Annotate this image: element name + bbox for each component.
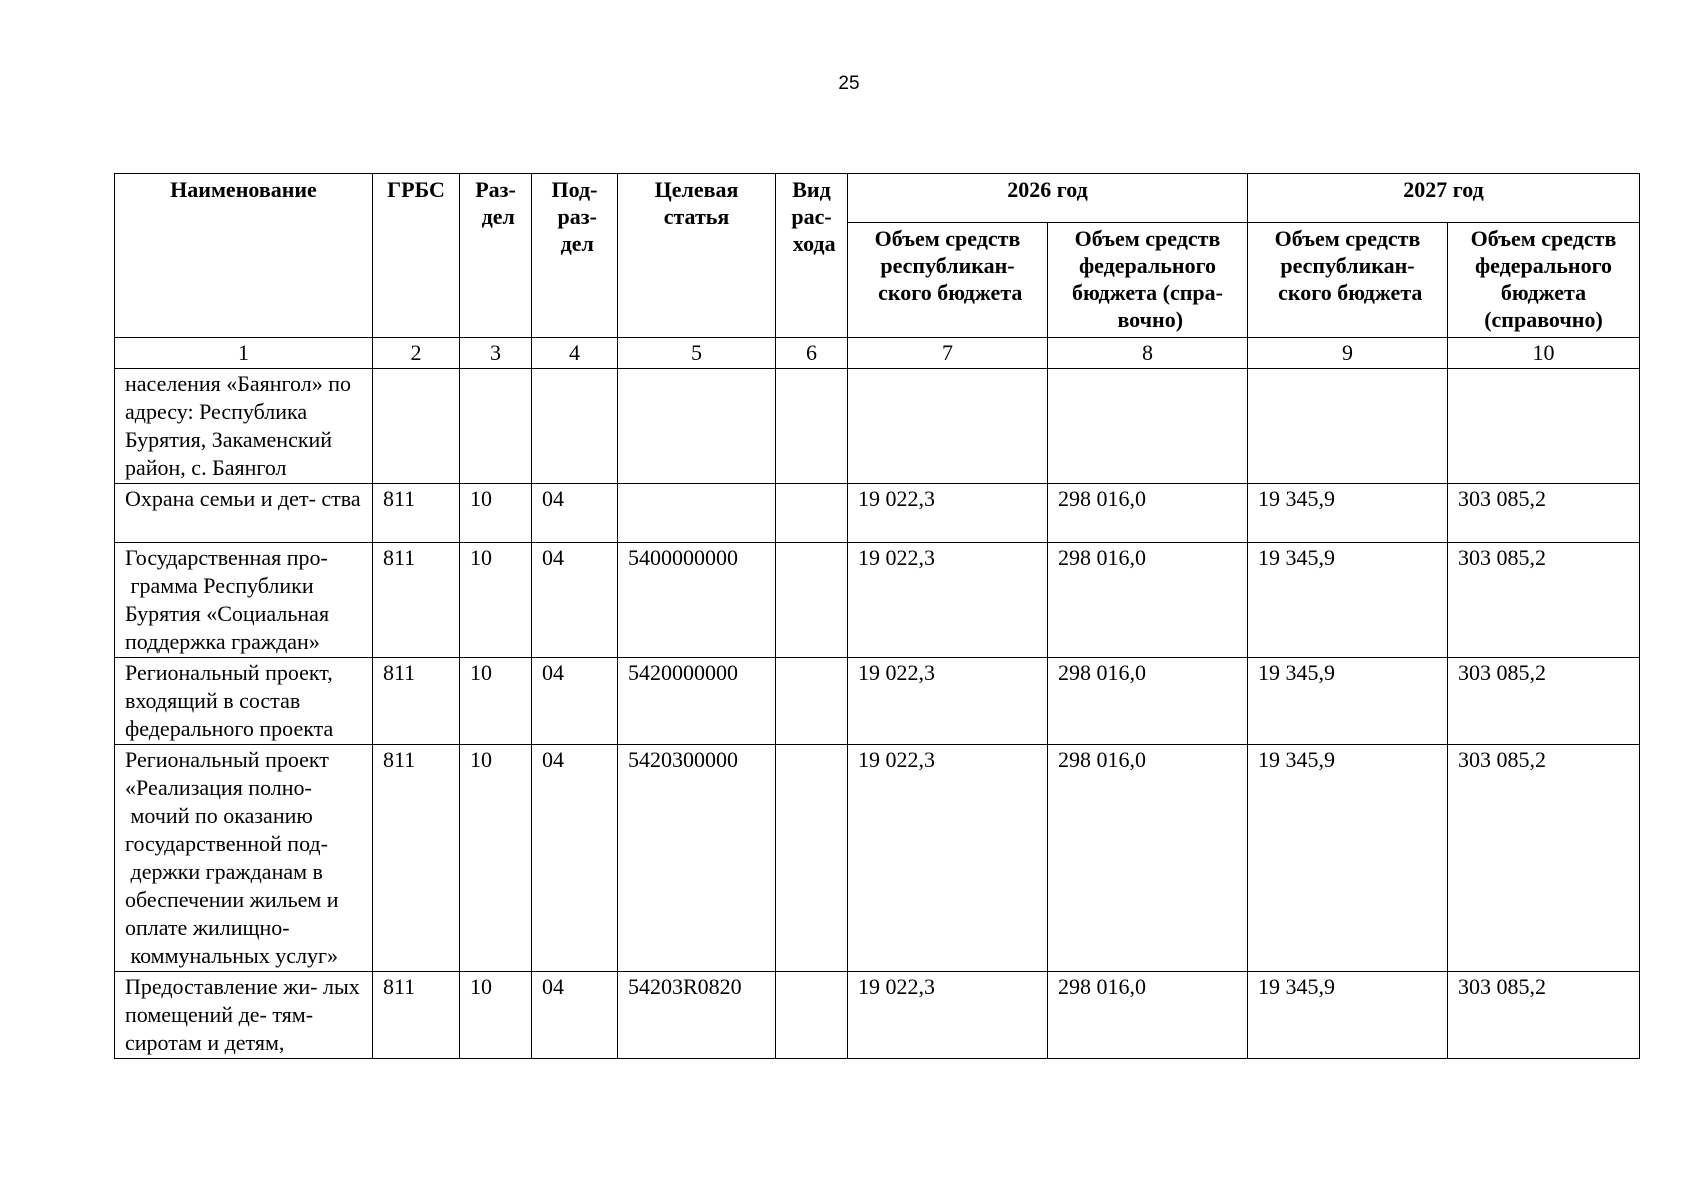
column-number: 8 xyxy=(1048,338,1248,369)
cell-rep-2027: 19 345,9 xyxy=(1248,658,1448,745)
cell-name: Региональный проект, входящий в состав федерального проекта xyxy=(115,658,373,745)
cell-grbs: 811 xyxy=(373,972,460,1059)
header-row-top xyxy=(115,174,1640,223)
budget-table xyxy=(114,173,1640,1059)
header-podrazdel: Под- раз- дел xyxy=(532,174,618,338)
header-grbs: ГРБС xyxy=(373,174,460,338)
cell-tselevaya: 5420300000 xyxy=(618,745,776,972)
cell-tselevaya xyxy=(618,369,776,484)
cell-fed-2026: 298 016,0 xyxy=(1048,972,1248,1059)
header-year-2027: 2027 год xyxy=(1248,174,1640,223)
cell-vid xyxy=(776,484,848,543)
cell-fed-2027: 303 085,2 xyxy=(1448,484,1640,543)
column-number: 1 xyxy=(115,338,373,369)
cell-razdel: 10 xyxy=(460,484,532,543)
table-body xyxy=(115,338,1640,1059)
table-row xyxy=(115,484,1640,543)
cell-rep-2026: 19 022,3 xyxy=(848,658,1048,745)
column-number: 6 xyxy=(776,338,848,369)
page-number: 25 xyxy=(838,73,860,94)
table-row xyxy=(115,369,1640,484)
cell-razdel: 10 xyxy=(460,543,532,658)
cell-name: Предоставление жи- лых помещений де- тям-сиротам и детям, xyxy=(115,972,373,1059)
cell-rep-2027: 19 345,9 xyxy=(1248,543,1448,658)
cell-podrazdel xyxy=(532,369,618,484)
header-razdel: Раз- дел xyxy=(460,174,532,338)
cell-tselevaya xyxy=(618,484,776,543)
column-number: 9 xyxy=(1248,338,1448,369)
header-rep-budget-2027: Объем средств республикан- ского бюджета xyxy=(1248,223,1448,338)
table-row xyxy=(115,972,1640,1059)
cell-vid xyxy=(776,972,848,1059)
cell-name: населения «Баянгол» по адресу: Республика Бурятия, Закаменский район, с. Баянгол xyxy=(115,369,373,484)
cell-fed-2027: 303 085,2 xyxy=(1448,543,1640,658)
cell-rep-2026: 19 022,3 xyxy=(848,972,1048,1059)
cell-razdel: 10 xyxy=(460,745,532,972)
header-tselevaya-statya: Целевая статья xyxy=(618,174,776,338)
cell-podrazdel: 04 xyxy=(532,745,618,972)
header-vid-rashoda: Вид рас- хода xyxy=(776,174,848,338)
cell-fed-2027: 303 085,2 xyxy=(1448,745,1640,972)
cell-podrazdel: 04 xyxy=(532,658,618,745)
cell-fed-2026 xyxy=(1048,369,1248,484)
column-number: 4 xyxy=(532,338,618,369)
cell-name: Государственная про- грамма Республики Бурятия «Социальная поддержка граждан» xyxy=(115,543,373,658)
cell-vid xyxy=(776,658,848,745)
table-row xyxy=(115,658,1640,745)
table-row xyxy=(115,745,1640,972)
cell-grbs xyxy=(373,369,460,484)
cell-podrazdel: 04 xyxy=(532,972,618,1059)
table-row xyxy=(115,543,1640,658)
header-fed-budget-2027: Объем средств федерального бюджета (справочно) xyxy=(1448,223,1640,338)
cell-razdel: 10 xyxy=(460,658,532,745)
cell-fed-2026: 298 016,0 xyxy=(1048,543,1248,658)
header-name: Наименование xyxy=(115,174,373,338)
cell-tselevaya: 5420000000 xyxy=(618,658,776,745)
cell-rep-2027 xyxy=(1248,369,1448,484)
cell-rep-2026: 19 022,3 xyxy=(848,484,1048,543)
cell-tselevaya: 54203R0820 xyxy=(618,972,776,1059)
column-number: 3 xyxy=(460,338,532,369)
cell-rep-2026: 19 022,3 xyxy=(848,543,1048,658)
cell-name: Охрана семьи и дет- ства xyxy=(115,484,373,543)
cell-vid xyxy=(776,745,848,972)
cell-vid xyxy=(776,369,848,484)
cell-rep-2026 xyxy=(848,369,1048,484)
cell-rep-2027: 19 345,9 xyxy=(1248,484,1448,543)
cell-grbs: 811 xyxy=(373,543,460,658)
cell-grbs: 811 xyxy=(373,658,460,745)
cell-name: Региональный проект «Реализация полно- мочий по оказанию государственной под- держки гражданам в обеспечении жильем и оплате жилищно- коммунальных услуг» xyxy=(115,745,373,972)
cell-razdel: 10 xyxy=(460,972,532,1059)
column-numbers-row xyxy=(115,338,1640,369)
cell-razdel xyxy=(460,369,532,484)
header-rep-budget-2026: Объем средств республикан- ского бюджета xyxy=(848,223,1048,338)
cell-rep-2027: 19 345,9 xyxy=(1248,745,1448,972)
header-year-2026: 2026 год xyxy=(848,174,1248,223)
cell-rep-2026: 19 022,3 xyxy=(848,745,1048,972)
cell-tselevaya: 5400000000 xyxy=(618,543,776,658)
header-fed-budget-2026: Объем средств федерального бюджета (спра- вочно) xyxy=(1048,223,1248,338)
cell-fed-2027: 303 085,2 xyxy=(1448,658,1640,745)
column-number: 10 xyxy=(1448,338,1640,369)
column-number: 5 xyxy=(618,338,776,369)
cell-grbs: 811 xyxy=(373,484,460,543)
table-header xyxy=(115,174,1640,338)
column-number: 7 xyxy=(848,338,1048,369)
cell-vid xyxy=(776,543,848,658)
cell-podrazdel: 04 xyxy=(532,484,618,543)
cell-rep-2027: 19 345,9 xyxy=(1248,972,1448,1059)
cell-fed-2026: 298 016,0 xyxy=(1048,745,1248,972)
cell-podrazdel: 04 xyxy=(532,543,618,658)
cell-grbs: 811 xyxy=(373,745,460,972)
cell-fed-2027 xyxy=(1448,369,1640,484)
cell-fed-2027: 303 085,2 xyxy=(1448,972,1640,1059)
column-number: 2 xyxy=(373,338,460,369)
cell-fed-2026: 298 016,0 xyxy=(1048,658,1248,745)
cell-fed-2026: 298 016,0 xyxy=(1048,484,1248,543)
